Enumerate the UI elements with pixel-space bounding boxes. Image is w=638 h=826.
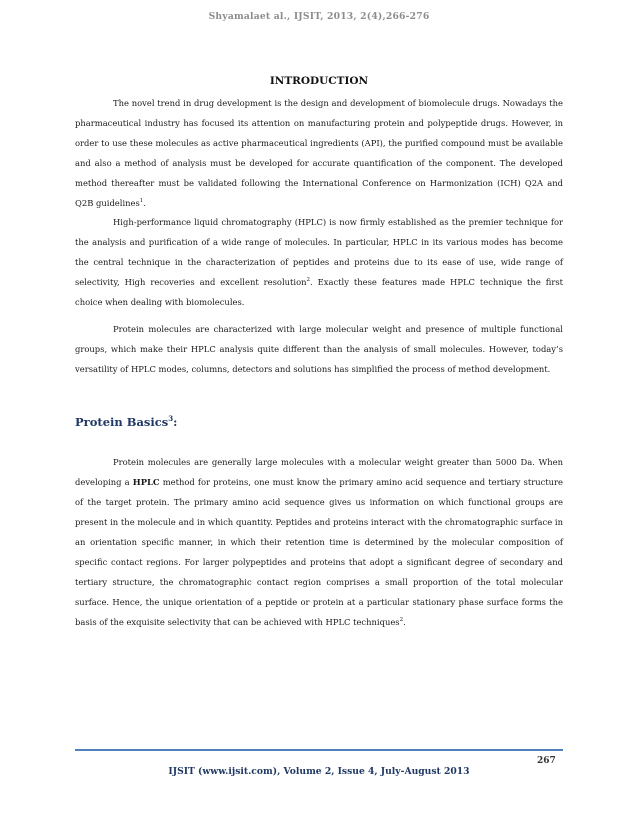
running-head: Shyamalaet al., IJSIT, 2013, 2(4),266-276 — [208, 11, 430, 22]
section-p1-citation: 2 — [399, 617, 404, 624]
intro-paragraph-2 — [75, 212, 563, 312]
section-heading-citation: 3 — [168, 414, 174, 424]
section-p1-tail: . — [403, 617, 406, 627]
intro-p2-text-a: High-performance liquid chromatography (HPLC) is now firmly established as the premier technique for the analysis and purification of a wide range of molecules. In particular, HPLC in its various modes has become the central technique in the characterization of peptides and proteins due to its ease of use, wide range of selectivity, High recoveries and excellent resolution — [75, 217, 563, 287]
page-title: INTRODUCTION — [269, 75, 369, 87]
section-p1-text-b: method for proteins, one must know the primary amino acid sequence and tertiary structure of the target protein. The primary amino acid sequence gives us information on which functional groups are present in the molecule and in which quantity. Peptides and proteins interact with the chromatographic surface in an orientation specific manner, in which their retention time is determined by the molecular composition of specific contact regions. For larger polypeptides and proteins that adopt a significant degree of secondary and tertiary structure, the chromatographic contact region comprises a small proportion of the total molecular surface. Hence, the unique orientation of a peptide or protein at a particular stationary phase surface forms the basis of the exquisite selectivity that can be achieved with HPLC techniques — [75, 477, 563, 627]
intro-p1-tail: . — [143, 198, 146, 208]
intro-p3-text: Protein molecules are characterized with large molecular weight and presence of multiple functional groups, which make their HPLC analysis quite different than the analysis of small molecules. However, today’s versatility of HPLC modes, columns, detectors and solutions has simplified the process of method development. — [75, 324, 563, 374]
section-paragraph-1 — [75, 452, 563, 632]
page-number: 267 — [537, 756, 556, 766]
intro-p1-text: The novel trend in drug development is the design and development of biomolecule drugs. Nowadays the pharmaceutical industry has focused its attention on manufacturing protein and polypeptide drugs. However, in order to use these molecules as active pharmaceutical ingredients (API), the purified compound must be available and also a method of analysis must be developed for accurate quantification of the component. The developed method thereafter must be validated following the International Conference on Harmonization (ICH) Q2A and Q2B guidelines — [75, 98, 563, 208]
intro-paragraph-1 — [75, 93, 563, 213]
footer-text: IJSIT (www.ijsit.com), Volume 2, Issue 4, July-August 2013 — [168, 766, 470, 777]
section-heading-suffix: : — [173, 415, 178, 429]
intro-p2-text-b: . Exactly these features made HPLC technique the first choice when dealing with biomolecules. — [75, 277, 563, 307]
footer-rule — [75, 749, 563, 751]
section-p1-bold-term: HPLC — [132, 477, 160, 487]
intro-p1-citation: 1 — [139, 198, 144, 205]
intro-p2-citation: 2 — [306, 277, 311, 284]
section-heading — [75, 415, 177, 429]
section-p1-text-a: Protein molecules are generally large molecules with a molecular weight greater than 5000 Da. When developing a — [75, 457, 563, 487]
intro-paragraph-3 — [75, 319, 563, 379]
section-heading-text: Protein Basics — [75, 415, 169, 429]
